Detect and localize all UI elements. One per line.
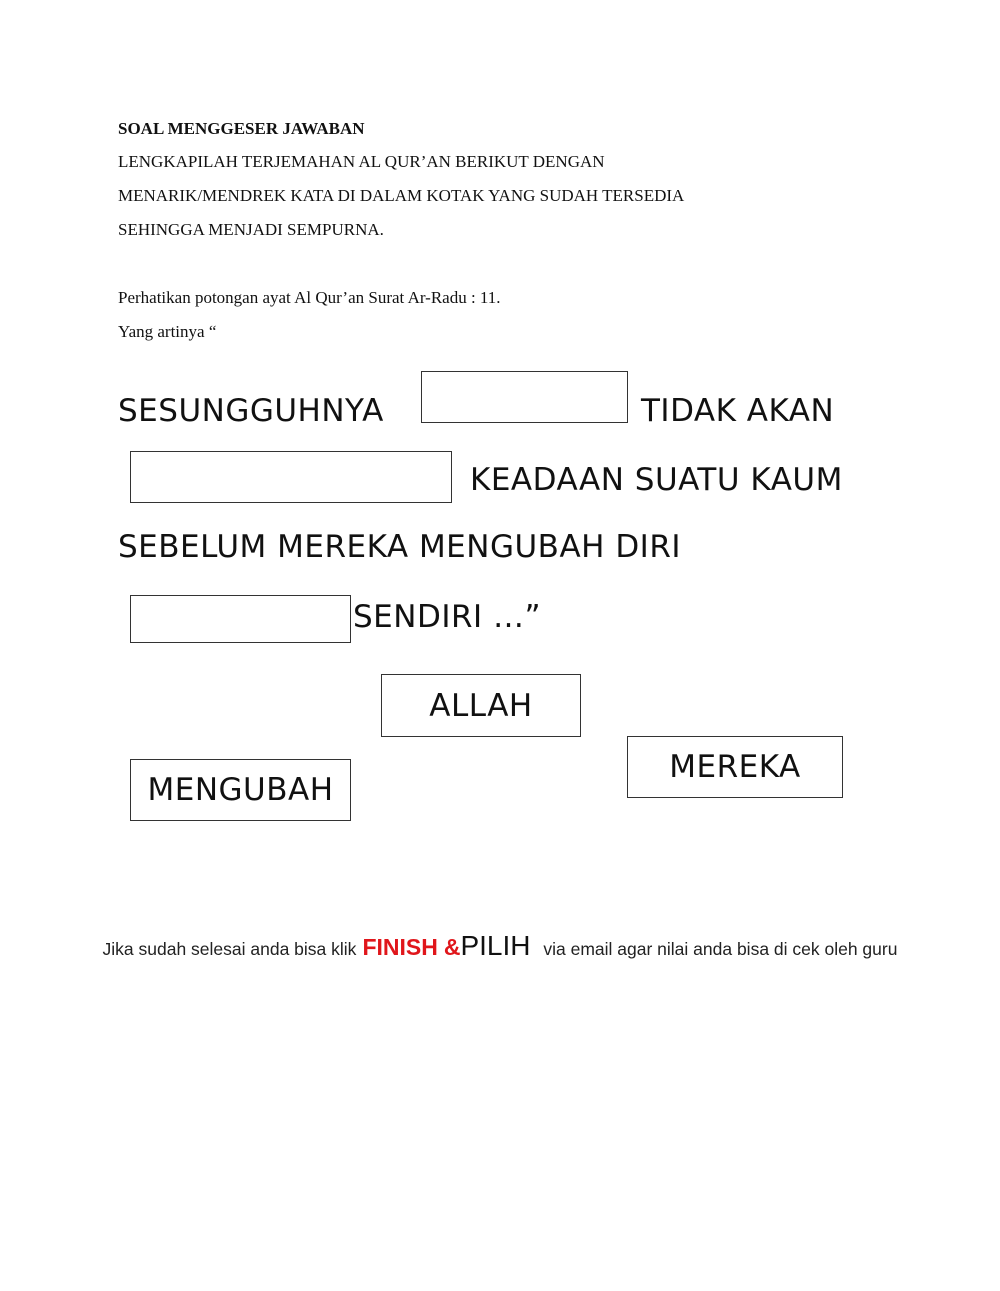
sentence-part-5: SENDIRI …” (353, 599, 542, 635)
ampersand-label: & (443, 934, 461, 960)
finish-label: FINISH (362, 934, 438, 960)
footer-instruction (100, 932, 900, 963)
verse-reference: Perhatikan potongan ayat Al Qur’an Surat Ar-Radu : 11. (118, 288, 501, 307)
word-tile-allah[interactable]: ALLAH (381, 674, 581, 737)
drop-box-3[interactable] (130, 595, 351, 643)
sentence-part-1: SESUNGGUHNYA (118, 393, 384, 429)
footer-text-before: Jika sudah selesai anda bisa klik (102, 939, 357, 959)
instruction-line-3: SEHINGGA MENJADI SEMPURNA. (118, 220, 384, 239)
instruction-line-2: MENARIK/MENDREK KATA DI DALAM KOTAK YANG SUDAH TERSEDIA (118, 186, 685, 205)
sentence-part-2: TIDAK AKAN (641, 393, 835, 429)
drop-box-1[interactable] (421, 371, 628, 423)
sentence-part-3: KEADAAN SUATU KAUM (470, 462, 843, 498)
pilih-label: PILIH (460, 930, 531, 961)
worksheet-title: SOAL MENGGESER JAWABAN (118, 119, 365, 138)
word-tile-mereka[interactable]: MEREKA (627, 736, 843, 798)
meaning-intro: Yang artinya “ (118, 322, 217, 341)
sentence-part-4: SEBELUM MEREKA MENGUBAH DIRI (118, 529, 682, 565)
word-tile-mengubah[interactable]: MENGUBAH (130, 759, 351, 821)
drop-box-2[interactable] (130, 451, 452, 503)
instruction-line-1: LENGKAPILAH TERJEMAHAN AL QUR’AN BERIKUT DENGAN (118, 152, 605, 171)
footer-text-after: via email agar nilai anda bisa di cek oleh guru (543, 939, 898, 959)
